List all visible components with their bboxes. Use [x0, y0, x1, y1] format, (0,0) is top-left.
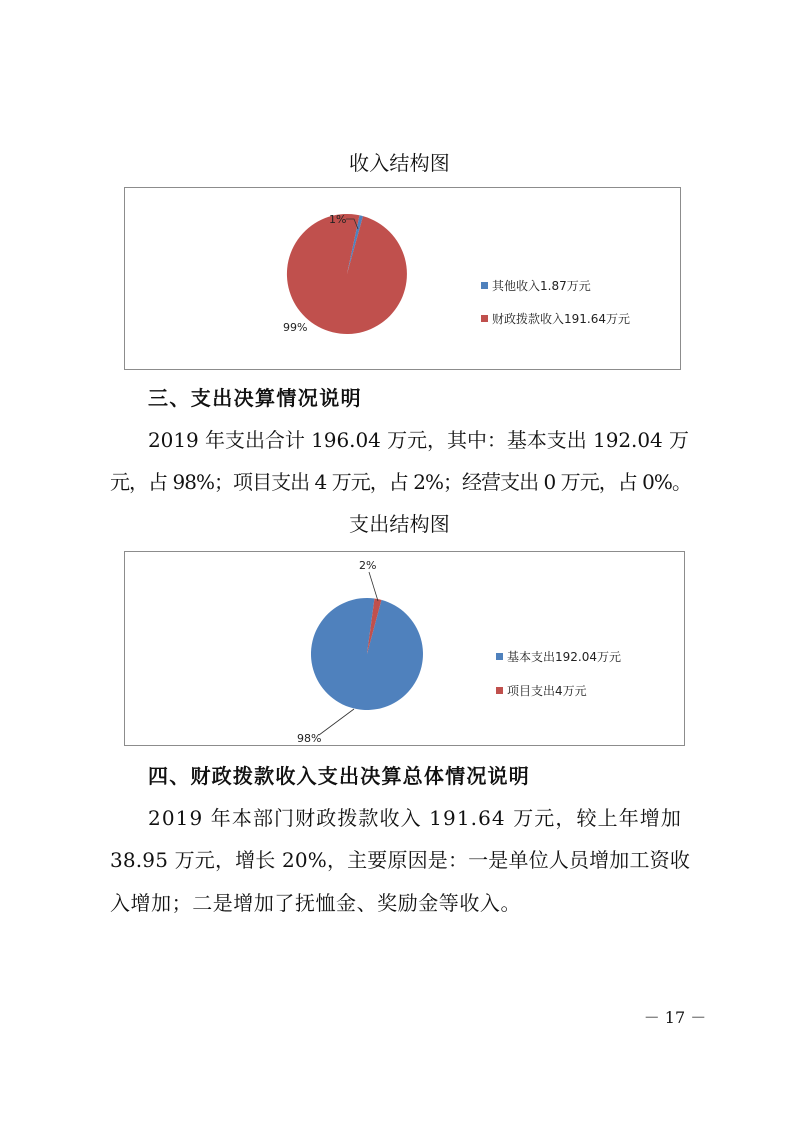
legend-label-basic-expense: 基本支出192.04万元: [507, 650, 621, 664]
data-label-basic-expense: 98%: [297, 732, 322, 745]
leader-line-basic-expense: [319, 709, 354, 735]
legend-label-other-income: 其他收入1.87万元: [492, 279, 591, 293]
data-label-fiscal-income: 99%: [283, 321, 308, 334]
pie-slice-2: [287, 214, 407, 334]
legend-swatch-project-expense: [496, 687, 503, 694]
legend-label-project-expense: 项目支出4万元: [507, 684, 587, 698]
income-chart-title: 收入结构图: [349, 151, 450, 175]
legend-swatch-basic-expense: [496, 653, 503, 660]
data-label-project-expense: 2%: [359, 559, 377, 572]
pie-slice-1: [311, 598, 423, 710]
leader-line-project-expense: [369, 572, 378, 601]
page-number: － 17 －: [643, 1008, 707, 1027]
section-3-paragraph-line: 元，占 98%；项目支出 4 万元，占 2%；经营支出 0 万元，占 0%。: [110, 470, 691, 494]
pie-slices: [311, 598, 423, 710]
pie-slices: [287, 214, 407, 334]
legend-swatch-other-income: [481, 282, 488, 289]
data-label-other-income: 1%: [329, 213, 347, 226]
income-pie-chart: [125, 188, 680, 369]
expense-chart-title: 支出结构图: [349, 512, 450, 536]
expense-pie-chart: [125, 552, 684, 745]
section-3-paragraph-line: 2019 年支出合计 196.04 万元，其中：基本支出 192.04 万: [148, 428, 689, 452]
expense-structure-chart: [124, 551, 685, 746]
section-4-heading: 四、财政拨款收入支出决算总体情况说明: [148, 764, 530, 788]
section-4-paragraph-line: 2019 年本部门财政拨款收入 191.64 万元，较上年增加: [148, 806, 682, 830]
section-3-heading: 三、支出决算情况说明: [148, 386, 362, 410]
income-structure-chart: [124, 187, 681, 370]
legend-label-fiscal-income: 财政拨款收入191.64万元: [492, 312, 630, 326]
legend-swatch-fiscal-income: [481, 315, 488, 322]
section-4-paragraph-line: 38.95 万元，增长 20%，主要原因是：一是单位人员增加工资收: [110, 848, 690, 872]
section-4-paragraph-line: 入增加；二是增加了抚恤金、奖励金等收入。: [110, 891, 521, 915]
